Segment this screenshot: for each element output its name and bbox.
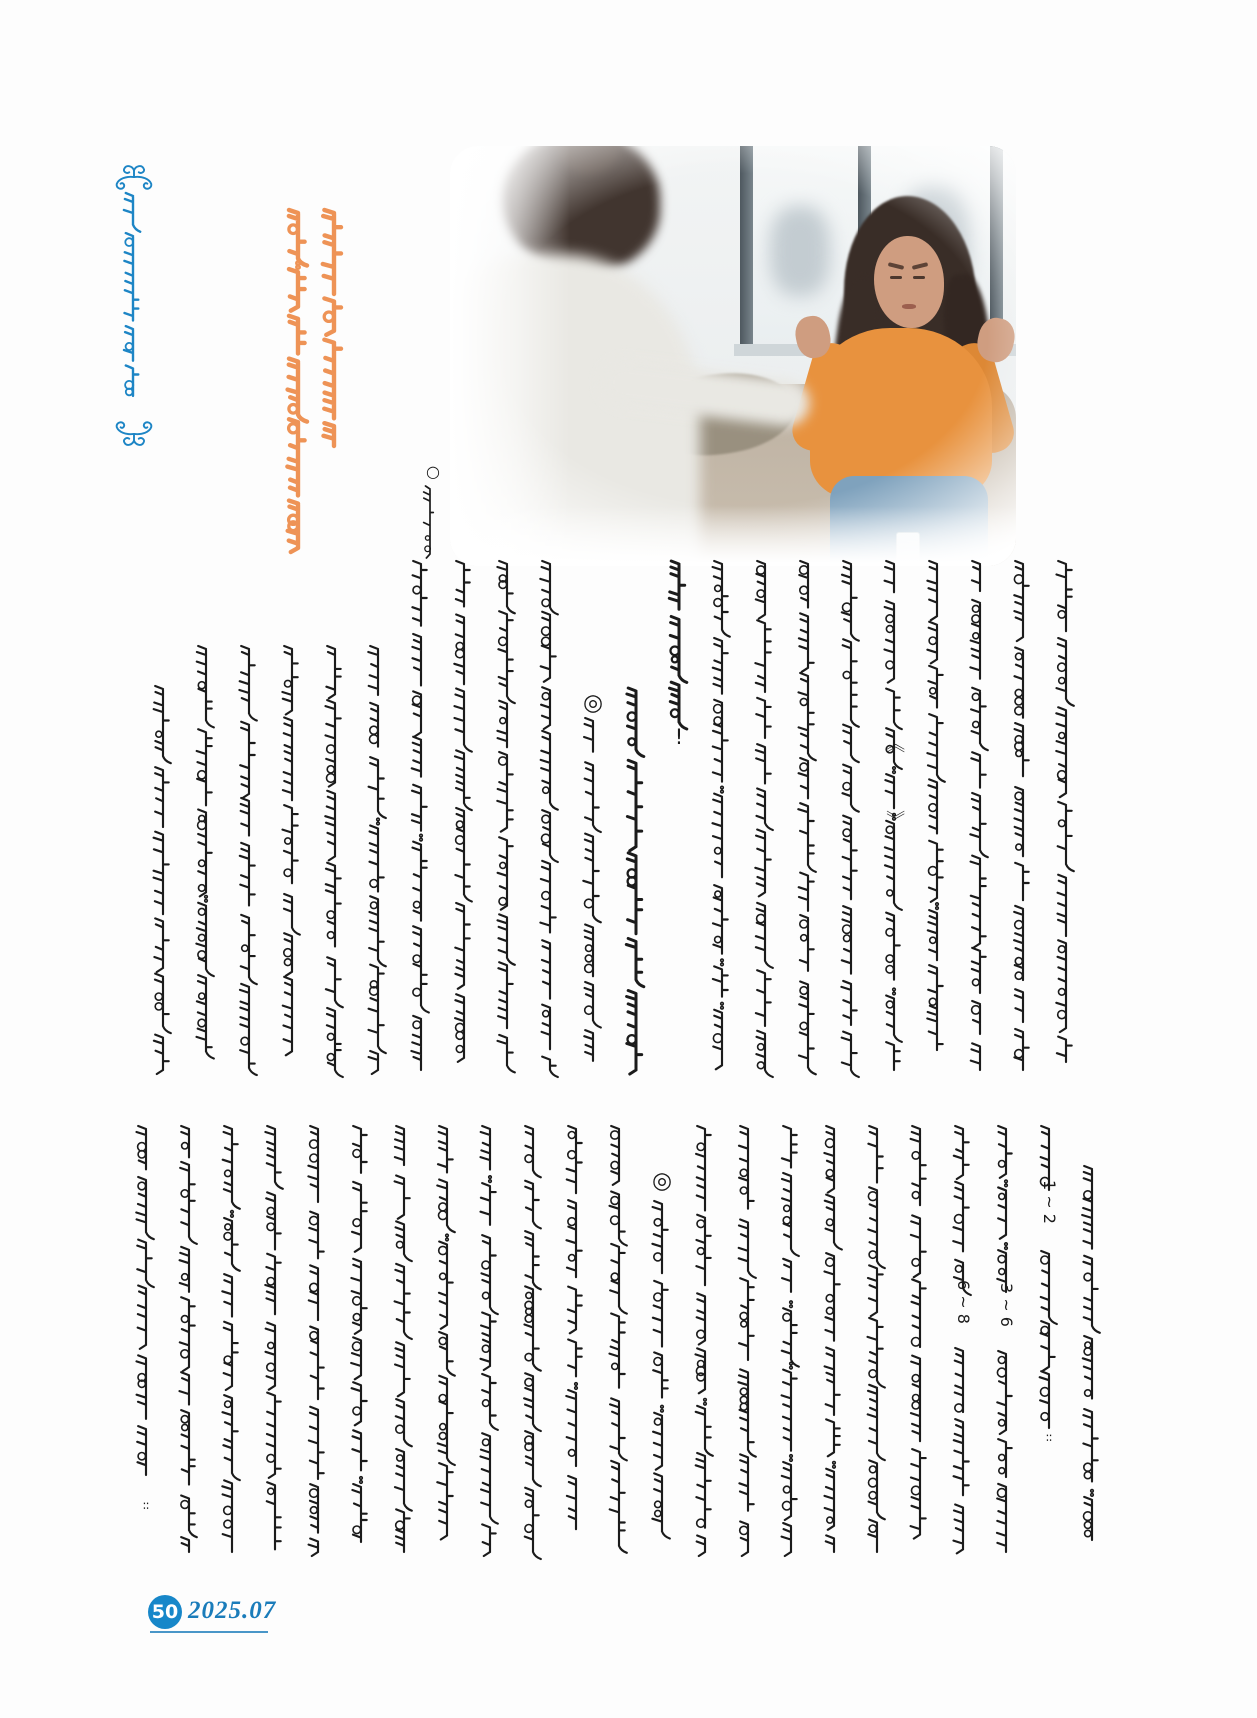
photo-edge-fade xyxy=(450,146,570,566)
range-1-2: 1 ~ 2 xyxy=(1040,1180,1059,1224)
byline-circle-icon: ○ xyxy=(426,462,440,481)
range-6-8: 6 ~ 8 xyxy=(954,1280,973,1324)
masthead-ornament-top-icon xyxy=(113,163,155,193)
photo-therapy-scene xyxy=(450,146,1016,566)
photo-edge-fade xyxy=(450,506,1016,566)
page-number-badge: 50 xyxy=(148,1595,182,1629)
exclamation-mark: ! xyxy=(674,725,684,749)
terminator-dots-2: ∶∶ xyxy=(1045,1431,1053,1445)
section-marker-1: ◎ xyxy=(582,690,604,716)
masthead-ornament-bottom-icon xyxy=(113,418,155,448)
range-3-6: 3 ~ 6 xyxy=(997,1283,1016,1327)
quote-open: 《 xyxy=(883,733,906,754)
issue-date: 2025.07 xyxy=(188,1597,277,1624)
footer-underline xyxy=(150,1631,268,1633)
terminator-dots-1: ∶∶ xyxy=(142,1499,150,1513)
quote-close: 》 xyxy=(883,809,906,830)
section-marker-2: ◎ xyxy=(651,1168,673,1194)
